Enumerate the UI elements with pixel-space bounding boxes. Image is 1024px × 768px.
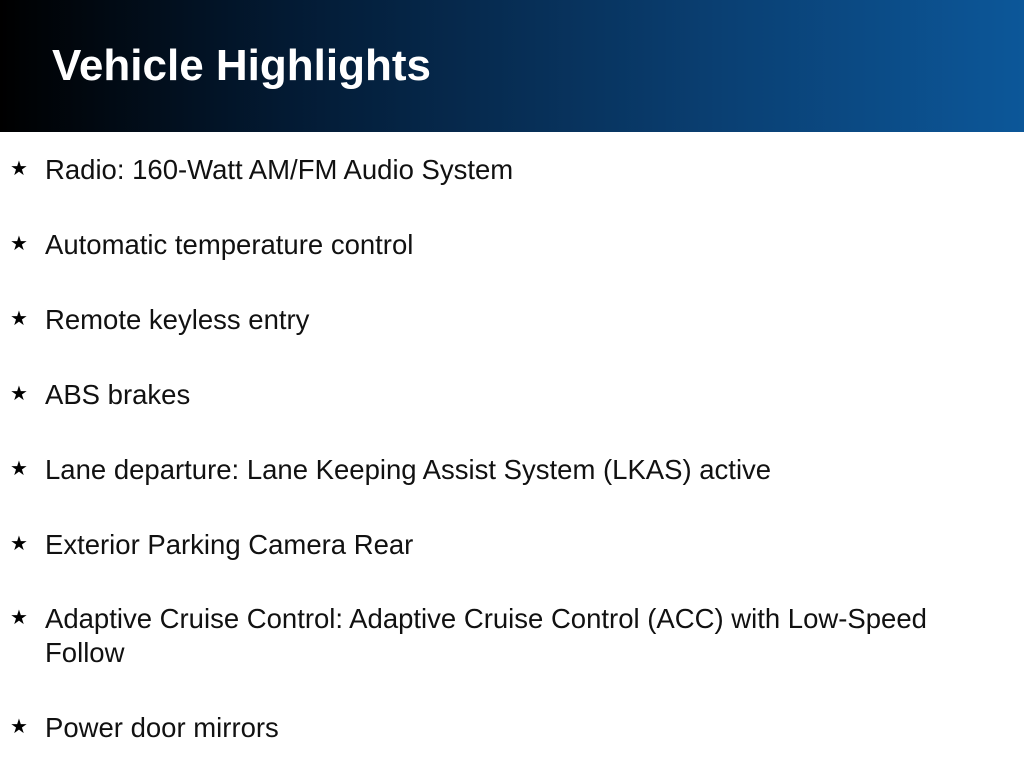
star-icon: ★ (10, 605, 28, 629)
list-item-text: Lane departure: Lane Keeping Assist System (LKAS) active (45, 454, 772, 485)
list-item-text: Exterior Parking Camera Rear (45, 529, 414, 560)
star-icon: ★ (10, 456, 28, 480)
star-icon: ★ (10, 306, 28, 330)
star-icon: ★ (10, 156, 28, 180)
list-item-text: Power door mirrors (45, 712, 279, 743)
list-item-text: Radio: 160-Watt AM/FM Audio System (45, 154, 514, 185)
list-item-text: Automatic temperature control (45, 229, 414, 260)
star-icon: ★ (10, 231, 28, 255)
slide-title: Vehicle Highlights (52, 41, 431, 90)
star-icon: ★ (10, 714, 28, 738)
slide-header (0, 0, 1024, 132)
star-icon: ★ (10, 531, 28, 555)
list-item-text: ABS brakes (45, 379, 191, 410)
list-item-text: Adaptive Cruise Control: Adaptive Cruise Control (ACC) with Low-Speed Follow (45, 603, 927, 668)
list-item-text: Remote keyless entry (45, 304, 310, 335)
star-icon: ★ (10, 381, 28, 405)
